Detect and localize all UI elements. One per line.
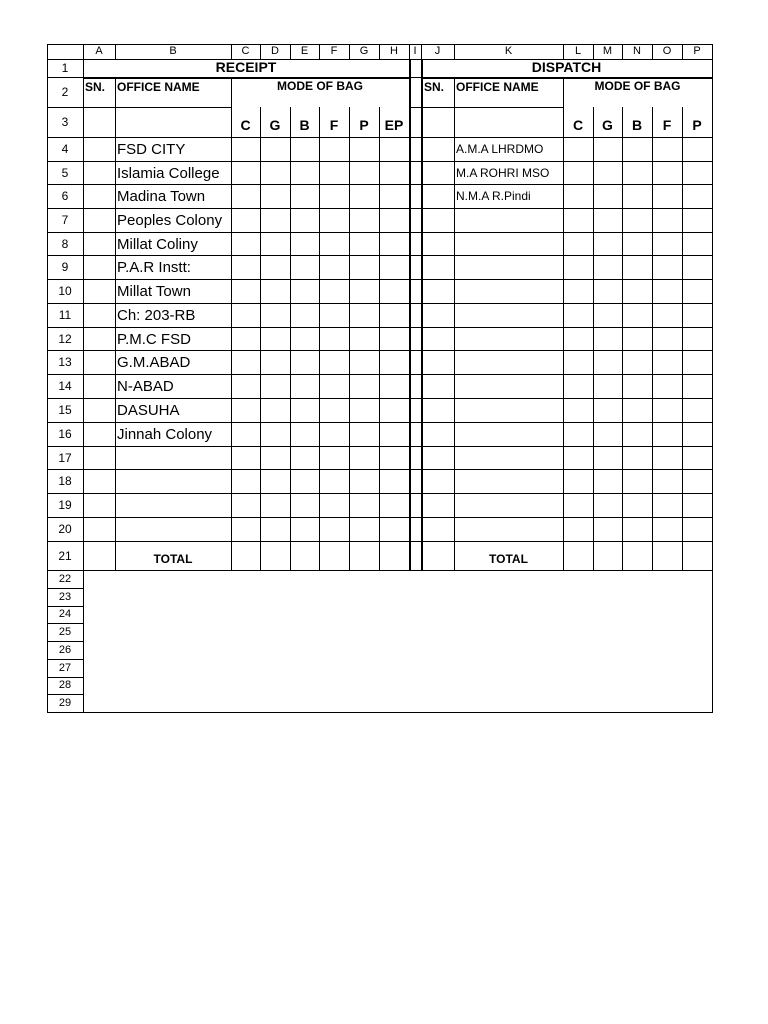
dispatch-total-label: TOTAL (489, 551, 528, 566)
grid-row-border (83, 570, 712, 571)
dispatch-office-name: M.A ROHRI MSO (456, 165, 550, 180)
receipt-office-name: Islamia College (117, 164, 220, 182)
row-header-divider (47, 107, 83, 108)
dispatch-bag-code-p: P (692, 117, 702, 134)
row-header-29: 29 (58, 696, 72, 709)
grid-col-border (652, 107, 653, 570)
receipt-office-name: Jinnah Colony (117, 426, 213, 443)
grid-row-border (83, 137, 712, 138)
column-header-o: O (662, 45, 672, 58)
row-header-divider (47, 374, 83, 375)
receipt-bag-code-ep: EP (384, 117, 404, 134)
row-header-10: 10 (58, 284, 72, 299)
receipt-dispatch-separator-right (421, 59, 423, 570)
grid-col-border (593, 107, 594, 570)
row-header-divider (47, 623, 83, 624)
row-header-divider (47, 232, 83, 233)
row-header-26: 26 (58, 643, 72, 656)
row-header-19: 19 (58, 498, 72, 513)
row-header-divider (47, 303, 83, 304)
column-header-k: K (504, 45, 513, 58)
row-header-5: 5 (61, 165, 69, 180)
row-header-divider (47, 137, 83, 138)
grid-row-border (83, 279, 712, 280)
row-header-divider (47, 446, 83, 447)
row-header-3: 3 (61, 115, 69, 130)
grid-row-border (83, 161, 712, 162)
grid-col-border (682, 107, 683, 570)
column-header-i: I (413, 45, 417, 58)
row-header-18: 18 (58, 474, 72, 489)
receipt-total-label: TOTAL (153, 551, 193, 566)
grid-row-border (83, 398, 712, 399)
row-header-divider (47, 541, 83, 542)
column-header-c: C (241, 45, 250, 58)
row-header-divider (47, 659, 83, 660)
row-header-divider (47, 517, 83, 518)
grid-row-border (83, 255, 712, 256)
row-header-21: 21 (58, 548, 72, 563)
row-header-15: 15 (58, 403, 72, 418)
receipt-title: RECEIPT (215, 59, 277, 76)
row-header-divider (47, 279, 83, 280)
column-header-g: G (359, 45, 369, 58)
receipt-office-name: G.M.ABAD (117, 354, 191, 371)
receipt-office-name: Ch: 203-RB (117, 307, 196, 324)
row-header-divider (47, 694, 83, 695)
grid-col-border (563, 77, 564, 570)
row-header-12: 12 (58, 331, 72, 346)
receipt-bag-code-g: G (269, 117, 281, 134)
column-header-l: L (574, 45, 582, 58)
dispatch-bag-code-g: G (602, 117, 613, 134)
sheet-top-border (47, 44, 713, 45)
row-header-divider (47, 570, 83, 571)
row-header-24: 24 (58, 608, 72, 621)
column-header-a: A (95, 45, 103, 58)
grid-row-border (83, 493, 712, 494)
grid-row-border (83, 469, 712, 470)
row-header-divider (47, 641, 83, 642)
row-header-divider (47, 422, 83, 423)
grid-row-border (83, 446, 712, 447)
receipt-dispatch-separator-left (409, 59, 411, 570)
dispatch-bag-code-b: B (631, 117, 643, 134)
row-header-11: 11 (58, 308, 72, 323)
row-header-6: 6 (61, 189, 69, 204)
row-header-divider (47, 493, 83, 494)
receipt-office-name: N-ABAD (117, 378, 174, 395)
grid-col-border (290, 107, 291, 570)
receipt-sn-header: SN. (85, 80, 106, 94)
row-header-16: 16 (58, 427, 72, 442)
row-header-divider (47, 398, 83, 399)
column-header-d: D (271, 45, 279, 58)
grid-col-border (260, 107, 261, 570)
grid-row-border (83, 350, 712, 351)
row-header-17: 17 (58, 450, 72, 465)
grid-row-border (83, 208, 712, 209)
receipt-bag-code-b: B (299, 117, 310, 134)
grid-row-border (83, 327, 712, 328)
receipt-office-name: Millat Coliny (117, 235, 198, 253)
grid-row-border (83, 422, 712, 423)
column-header-j: J (434, 45, 441, 58)
dispatch-mode-of-bag-header: MODE OF BAG (594, 79, 681, 94)
dispatch-title: DISPATCH (531, 59, 602, 76)
row-header-divider (47, 208, 83, 209)
row-header-divider (47, 712, 83, 713)
row-header-divider (47, 588, 83, 589)
row-header-divider (47, 255, 83, 256)
receipt-office-name: Madina Town (117, 188, 206, 205)
row-header-13: 13 (58, 355, 72, 370)
column-header-b: B (169, 45, 177, 58)
sheet-bottom-border (47, 712, 713, 713)
dispatch-bag-code-c: C (572, 117, 584, 134)
receipt-mode-of-bag-header: MODE OF BAG (277, 79, 363, 94)
column-header-f: F (330, 45, 338, 58)
grid-col-border (115, 77, 116, 570)
row-header-23: 23 (58, 590, 72, 603)
receipt-bag-code-p: P (359, 117, 369, 134)
dispatch-sn-header: SN. (424, 80, 445, 94)
grid-row-border (83, 303, 712, 304)
dispatch-bag-code-f: F (662, 117, 672, 134)
row-header-divider (47, 350, 83, 351)
receipt-office-name: P.A.R Instt: (117, 259, 191, 276)
dispatch-office-name: N.M.A R.Pindi (456, 189, 531, 203)
row-header-2: 2 (61, 85, 69, 100)
row-header-divider (47, 677, 83, 678)
grid-row-border (83, 541, 712, 542)
receipt-office-name-header: OFFICE NAME (117, 80, 200, 94)
row-header-22: 22 (58, 572, 72, 585)
row-header-7: 7 (61, 213, 69, 228)
row-2-bottom-border-mid (409, 107, 563, 108)
grid-row-border (83, 184, 712, 185)
row-header-8: 8 (61, 236, 69, 251)
row-header-25: 25 (58, 625, 72, 638)
grid-row-border (83, 374, 712, 375)
row-header-divider (47, 327, 83, 328)
receipt-bag-code-c: C (240, 117, 251, 134)
row-header-4: 4 (61, 142, 69, 157)
row-header-14: 14 (58, 379, 72, 394)
column-header-h: H (390, 45, 398, 58)
grid-row-border (83, 232, 712, 233)
row-header-divider (47, 606, 83, 607)
grid-col-border (622, 107, 623, 570)
receipt-office-name: Peoples Colony (117, 212, 223, 229)
row-header-divider (47, 184, 83, 185)
column-header-e: E (300, 45, 309, 58)
receipt-office-name: FSD CITY (117, 141, 186, 158)
grid-row-border (83, 517, 712, 518)
receipt-bag-code-f: F (329, 117, 339, 134)
grid-col-border (349, 107, 350, 570)
grid-col-border (319, 107, 320, 570)
dispatch-office-name-header: OFFICE NAME (456, 80, 539, 94)
row-header-1: 1 (61, 61, 69, 76)
receipt-office-name: DASUHA (117, 402, 180, 419)
grid-col-border (231, 77, 232, 570)
grid-col-border (379, 107, 380, 570)
receipt-office-name: Millat Town (117, 283, 191, 300)
grid-col-border (454, 77, 455, 570)
dispatch-office-name: A.M.A LHRDMO (456, 142, 544, 156)
row-header-9: 9 (61, 260, 69, 275)
row-header-20: 20 (58, 522, 72, 537)
row-header-divider (47, 469, 83, 470)
receipt-office-name: P.M.C FSD (117, 330, 191, 348)
row-header-right-border (83, 44, 84, 713)
row-header-27: 27 (58, 661, 72, 674)
sheet-right-border (712, 44, 713, 713)
row-header-divider (47, 161, 83, 162)
row-2-bottom-border-left (83, 107, 231, 108)
row-header-divider (47, 77, 83, 78)
column-header-n: N (633, 45, 641, 58)
row-header-28: 28 (58, 679, 72, 692)
column-header-m: M (602, 45, 613, 58)
column-header-p: P (693, 45, 701, 58)
